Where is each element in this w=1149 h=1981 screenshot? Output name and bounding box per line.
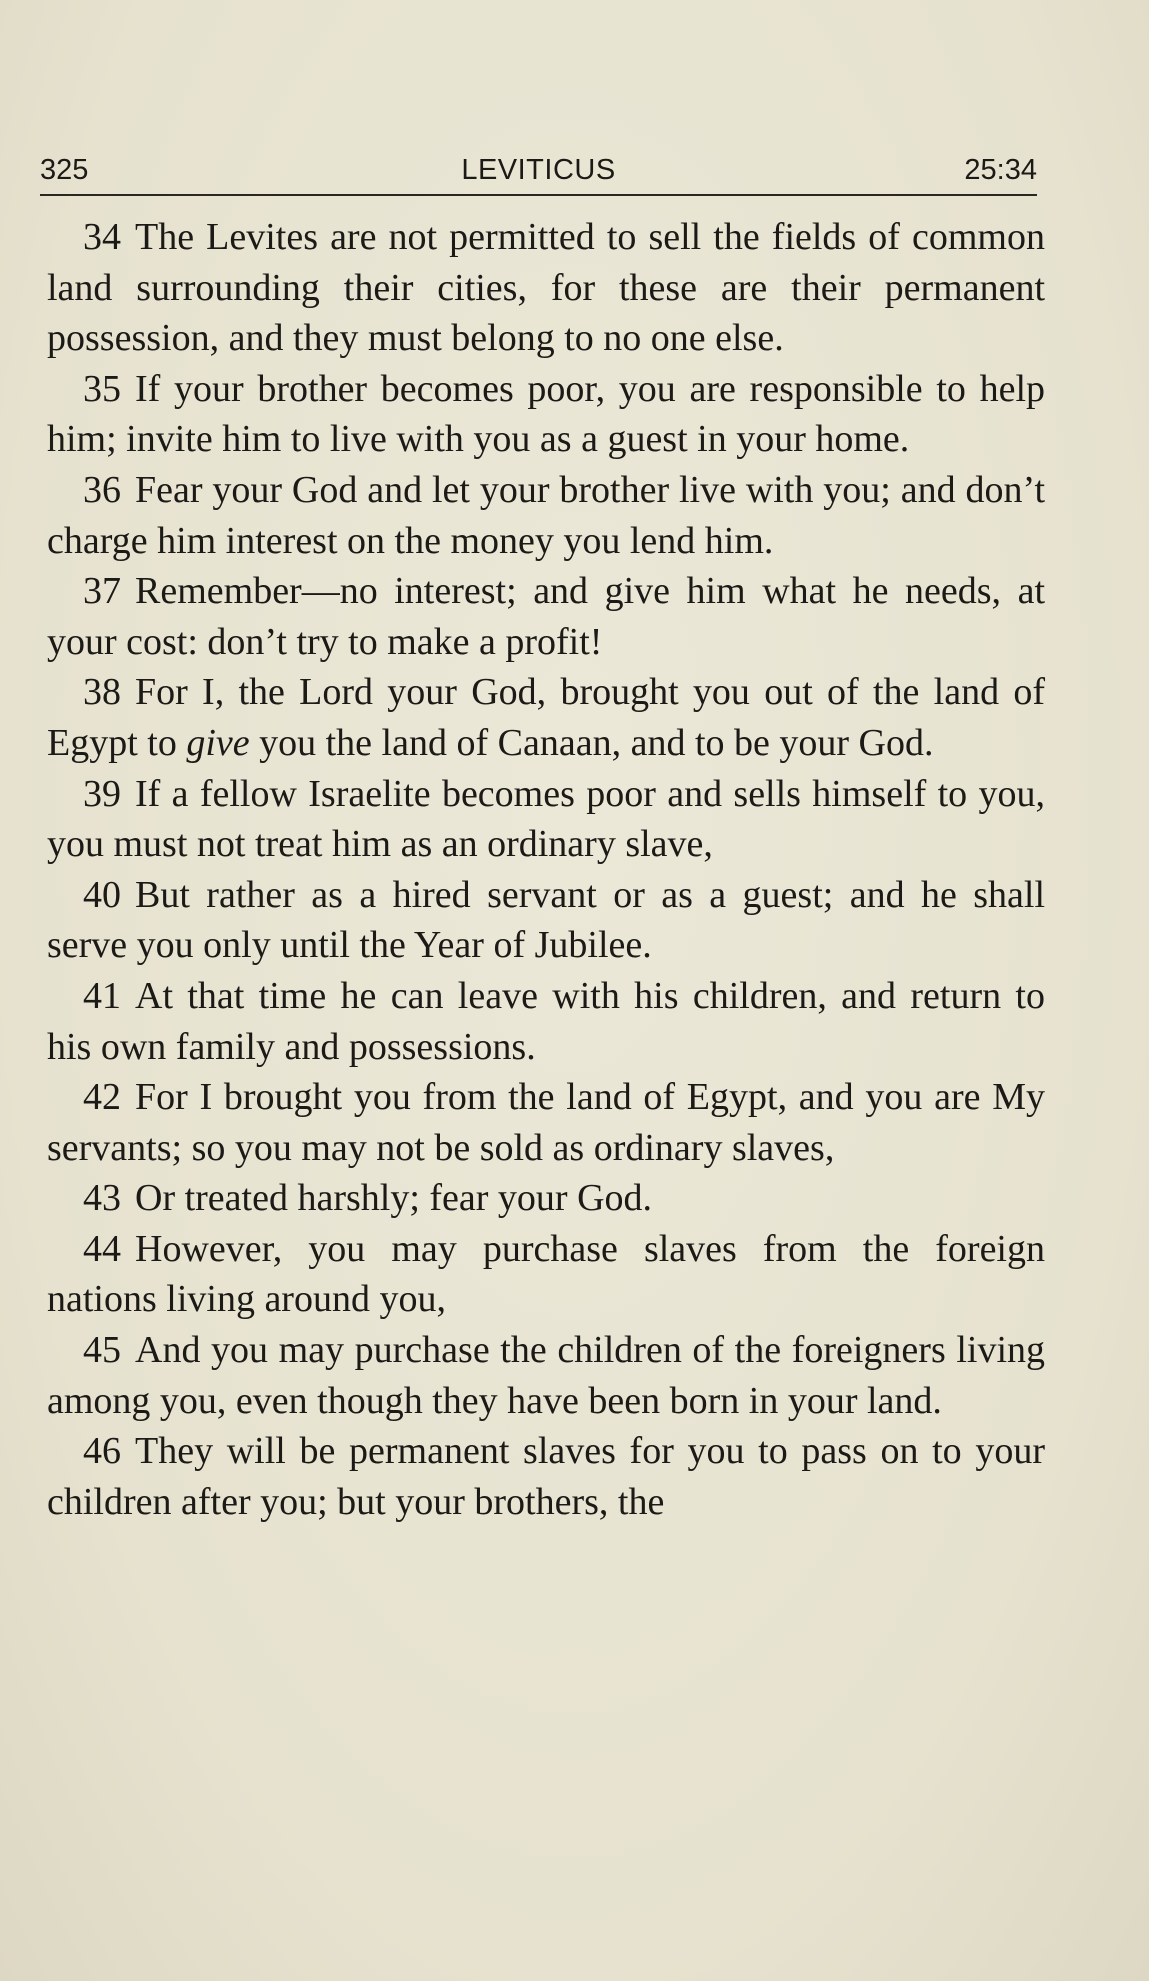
verse-41 — [47, 971, 1045, 1072]
verse-text: They will be permanent slaves for you to pass on to your children after you; but your brothers, the — [47, 1430, 1045, 1523]
verse-text: But rather as a hired servant or as a guest; and he shall serve you only until the Year of Jubilee. — [47, 873, 1045, 967]
verse-number: 38 — [83, 671, 121, 714]
scripture-text — [47, 212, 1045, 1527]
verse-number: 44 — [83, 1227, 121, 1270]
verse-number: 40 — [83, 873, 121, 916]
verse-text-emphasis: give — [186, 721, 250, 764]
verse-42 — [47, 1072, 1045, 1173]
verse-text: Remember—no interest; and give him what he needs, at your cost: don’t try to make a profit! — [47, 570, 1045, 663]
chapter-verse-reference: 25:34 — [964, 154, 1037, 186]
verse-text-before: For I, the Lord your God, brought you out of the land of Egypt to — [47, 671, 1045, 764]
verse-number: 43 — [83, 1177, 121, 1220]
verse-34 — [47, 212, 1045, 364]
page-number: 325 — [40, 154, 89, 186]
verse-text: However, you may purchase slaves from the foreign nations living around you, — [47, 1227, 1045, 1321]
verse-45 — [47, 1325, 1045, 1426]
verse-number: 45 — [83, 1329, 121, 1372]
verse-text: If your brother becomes poor, you are responsible to help him; invite him to live with you as a guest in your home. — [47, 367, 1045, 461]
verse-number: 42 — [83, 1076, 121, 1119]
book-title: LEVITICUS — [461, 154, 616, 186]
verse-39 — [47, 769, 1045, 870]
verse-46 — [47, 1426, 1045, 1527]
verse-36 — [47, 465, 1045, 566]
verse-43 — [47, 1173, 1045, 1224]
verse-38 — [47, 667, 1045, 768]
verse-text: Or treated harshly; fear your God. — [135, 1177, 653, 1220]
verse-text-after: you the land of Canaan, and to be your God. — [249, 721, 934, 764]
verse-number: 36 — [83, 468, 121, 511]
verse-35 — [47, 364, 1045, 465]
verse-number: 37 — [83, 570, 121, 613]
verse-37 — [47, 566, 1045, 667]
verse-text: At that time he can leave with his children, and return to his own family and possessions. — [47, 974, 1045, 1068]
verse-number: 34 — [83, 216, 121, 258]
verse-number: 46 — [83, 1430, 121, 1473]
verse-text: For I brought you from the land of Egypt, and you are My servants; so you may not be sold as ordinary slaves, — [47, 1076, 1045, 1169]
verse-text: The Levites are not permitted to sell the fields of common land surrounding their cities, for these are their permanent possession, and they must belong to no one else. — [47, 216, 1045, 360]
running-header — [40, 150, 1037, 196]
verse-text: And you may purchase the children of the foreigners living among you, even though they have been born in your land. — [47, 1329, 1045, 1422]
verse-number: 35 — [83, 367, 121, 410]
verse-number: 39 — [83, 772, 121, 815]
verse-text: If a fellow Israelite becomes poor and sells himself to you, you must not treat him as an ordinary slave, — [47, 772, 1045, 866]
verse-text: Fear your God and let your brother live with you; and don’t charge him interest on the money you lend him. — [47, 468, 1045, 562]
verse-44 — [47, 1224, 1045, 1325]
verse-number: 41 — [83, 974, 121, 1017]
verse-40 — [47, 870, 1045, 971]
